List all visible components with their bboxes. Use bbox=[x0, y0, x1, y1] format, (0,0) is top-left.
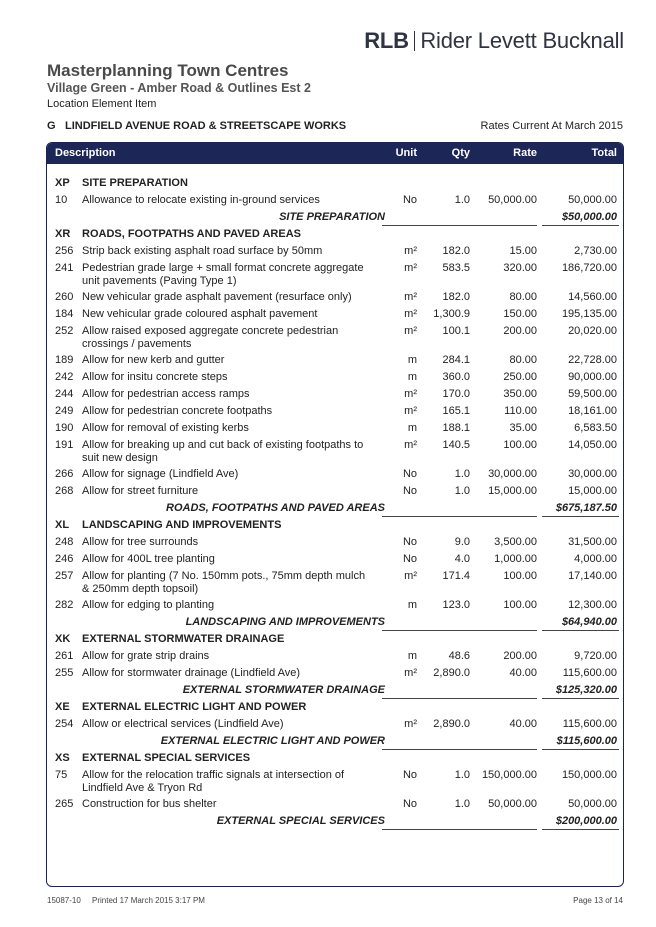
item-unit: m² bbox=[404, 262, 417, 274]
item-qty: 170.0 bbox=[442, 388, 470, 400]
page-title: Masterplanning Town Centres bbox=[47, 61, 289, 80]
item-total: 14,050.00 bbox=[568, 439, 617, 451]
item-description: New vehicular grade coloured asphalt pavement bbox=[82, 308, 318, 320]
item-code: 189 bbox=[55, 354, 74, 366]
item-rate: 150,000.00 bbox=[481, 769, 537, 781]
logo-divider bbox=[414, 31, 416, 51]
table-row bbox=[47, 325, 623, 354]
group-heading-row bbox=[47, 519, 623, 536]
table-row bbox=[47, 553, 623, 570]
table-row bbox=[47, 354, 623, 371]
item-qty: 4.0 bbox=[454, 553, 470, 565]
group-heading-row bbox=[47, 633, 623, 650]
table-row bbox=[47, 718, 623, 735]
item-description: Allow or electrical services (Lindfield Ave) bbox=[82, 718, 284, 730]
group-heading-row bbox=[47, 701, 623, 718]
item-unit: m bbox=[407, 371, 417, 383]
item-description: New vehicular grade asphalt pavement (resurface only) bbox=[82, 291, 352, 303]
item-rate: 80.00 bbox=[509, 354, 537, 366]
item-description: Allow for street furniture bbox=[82, 485, 199, 497]
logo-name: Rider Levett Bucknall bbox=[420, 28, 624, 53]
item-qty: 1,300.9 bbox=[433, 308, 470, 320]
item-unit: m² bbox=[404, 667, 417, 679]
item-total: 195,135.00 bbox=[561, 308, 617, 320]
item-code: 244 bbox=[55, 388, 74, 400]
section-heading bbox=[47, 120, 623, 132]
group-title: ROADS, FOOTPATHS AND PAVED AREAS bbox=[82, 228, 301, 240]
item-code: 282 bbox=[55, 599, 74, 611]
subtotal-total-rule bbox=[542, 630, 619, 631]
section-name: LINDFIELD AVENUE ROAD & STREETSCAPE WORKS bbox=[65, 120, 347, 132]
item-unit: No bbox=[402, 485, 417, 497]
subtotal-label: SITE PREPARATION bbox=[279, 211, 385, 223]
subtotal-row bbox=[47, 211, 623, 228]
item-rate: 15,000.00 bbox=[488, 485, 537, 497]
item-rate: 350.00 bbox=[503, 388, 537, 400]
subtotal-value: $115,600.00 bbox=[556, 735, 617, 747]
subtotal-label: ROADS, FOOTPATHS AND PAVED AREAS bbox=[166, 502, 385, 514]
item-qty: 1.0 bbox=[454, 194, 470, 206]
group-heading-row bbox=[47, 752, 623, 769]
item-total: 30,000.00 bbox=[568, 468, 617, 480]
subtotal-total-rule bbox=[542, 698, 619, 699]
item-rate: 110.00 bbox=[504, 405, 537, 417]
item-rate: 15.00 bbox=[509, 245, 537, 257]
item-description: Allow for grate strip drains bbox=[82, 650, 210, 662]
table-row bbox=[47, 388, 623, 405]
item-description: Allow for removal of existing kerbs bbox=[82, 422, 249, 434]
group-title: EXTERNAL STORMWATER DRAINAGE bbox=[82, 633, 285, 645]
item-qty: 100.1 bbox=[442, 325, 470, 337]
subtotal-total-rule bbox=[542, 225, 619, 226]
table-row bbox=[47, 262, 623, 291]
item-code: 248 bbox=[55, 536, 74, 548]
subtotal-value: $200,000.00 bbox=[555, 815, 617, 827]
table-row bbox=[47, 291, 623, 308]
item-code: 184 bbox=[55, 308, 74, 320]
item-qty: 1.0 bbox=[454, 798, 470, 810]
item-code: 265 bbox=[55, 798, 74, 810]
table-row bbox=[47, 570, 623, 599]
item-rate: 3,500.00 bbox=[494, 536, 537, 548]
item-description: Allow for new kerb and gutter bbox=[82, 354, 225, 366]
item-total: 150,000.00 bbox=[561, 769, 617, 781]
table-row bbox=[47, 650, 623, 667]
item-description: Allow for pedestrian access ramps bbox=[82, 388, 250, 400]
item-qty: 188.1 bbox=[442, 422, 470, 434]
item-total: 12,300.00 bbox=[568, 599, 617, 611]
item-code: 260 bbox=[55, 291, 74, 303]
item-code: 268 bbox=[55, 485, 74, 497]
section-code: G bbox=[47, 120, 56, 132]
item-qty: 123.0 bbox=[442, 599, 470, 611]
item-unit: m bbox=[407, 422, 417, 434]
header-unit: Unit bbox=[395, 147, 417, 159]
group-title: EXTERNAL ELECTRIC LIGHT AND POWER bbox=[82, 701, 307, 713]
subtotal-label: EXTERNAL STORMWATER DRAINAGE bbox=[182, 684, 385, 696]
subtotal-label: LANDSCAPING AND IMPROVEMENTS bbox=[185, 616, 385, 628]
table-row bbox=[47, 245, 623, 262]
subtotal-row bbox=[47, 735, 623, 752]
item-total: 22,728.00 bbox=[568, 354, 617, 366]
item-total: 6,583.50 bbox=[574, 422, 617, 434]
item-code: 266 bbox=[55, 468, 74, 480]
item-total: 4,000.00 bbox=[574, 553, 617, 565]
item-code: 261 bbox=[55, 650, 74, 662]
item-unit: m² bbox=[404, 245, 417, 257]
item-total: 186,720.00 bbox=[561, 262, 617, 274]
subtotal-total-rule bbox=[542, 516, 619, 517]
item-qty: 140.5 bbox=[442, 439, 470, 451]
item-code: 254 bbox=[55, 718, 74, 730]
item-description: Allow for edging to planting bbox=[82, 599, 215, 611]
item-description: Allow raised exposed aggregate concrete pedestrian crossings / pavements bbox=[82, 325, 339, 350]
table-header bbox=[47, 143, 623, 164]
company-logo bbox=[364, 28, 624, 54]
item-unit: No bbox=[402, 798, 417, 810]
footer-printed: Printed 17 March 2015 3:17 PM bbox=[92, 896, 205, 905]
subtotal-total-rule bbox=[542, 749, 619, 750]
item-code: 252 bbox=[55, 325, 74, 337]
item-rate: 100.00 bbox=[503, 439, 537, 451]
group-code: XR bbox=[55, 228, 71, 240]
item-unit: m² bbox=[404, 570, 417, 582]
item-qty: 2,890.0 bbox=[433, 718, 470, 730]
item-description: Allow for tree surrounds bbox=[82, 536, 199, 548]
item-rate: 80.00 bbox=[509, 291, 537, 303]
item-description: Pedestrian grade large + small format concrete aggregate unit pavements (Paving Type 1) bbox=[82, 262, 364, 287]
table-row bbox=[47, 798, 623, 815]
item-code: 257 bbox=[55, 570, 74, 582]
logo-abbr: RLB bbox=[364, 28, 409, 53]
item-unit: m² bbox=[404, 291, 417, 303]
header-qty: Qty bbox=[451, 147, 470, 159]
subtotal-label: EXTERNAL SPECIAL SERVICES bbox=[216, 815, 385, 827]
subtotal-rule bbox=[382, 630, 537, 631]
item-code: 249 bbox=[55, 405, 74, 417]
item-total: 20,020.00 bbox=[568, 325, 617, 337]
subtotal-total-rule bbox=[542, 829, 619, 830]
item-rate: 35.00 bbox=[509, 422, 537, 434]
item-qty: 360.0 bbox=[442, 371, 470, 383]
item-total: 90,000.00 bbox=[568, 371, 617, 383]
item-code: 241 bbox=[55, 262, 74, 274]
subtotal-rule bbox=[382, 749, 537, 750]
header-total: Total bbox=[591, 147, 617, 159]
header-description: Description bbox=[55, 147, 116, 159]
item-rate: 50,000.00 bbox=[488, 194, 537, 206]
item-unit: m bbox=[407, 599, 417, 611]
item-rate: 100.00 bbox=[503, 570, 537, 582]
item-qty: 2,890.0 bbox=[433, 667, 470, 679]
item-qty: 165.1 bbox=[442, 405, 470, 417]
table-row bbox=[47, 769, 623, 798]
item-rate: 50,000.00 bbox=[488, 798, 537, 810]
item-total: 15,000.00 bbox=[568, 485, 617, 497]
item-unit: No bbox=[402, 769, 417, 781]
group-code: XP bbox=[55, 177, 70, 189]
item-total: 50,000.00 bbox=[568, 194, 617, 206]
item-unit: m² bbox=[404, 325, 417, 337]
table-row bbox=[47, 308, 623, 325]
item-unit: m² bbox=[404, 308, 417, 320]
rates-note: Rates Current At March 2015 bbox=[480, 120, 623, 132]
group-code: XS bbox=[55, 752, 70, 764]
subtotal-row bbox=[47, 502, 623, 519]
item-description: Allowance to relocate existing in-ground services bbox=[82, 194, 320, 206]
item-description: Allow for the relocation traffic signals at intersection of Lindfield Ave & Tryon Rd bbox=[82, 769, 345, 794]
item-code: 256 bbox=[55, 245, 74, 257]
item-description: Allow for signage (Lindfield Ave) bbox=[82, 468, 239, 480]
page-subtitle: Village Green - Amber Road & Outlines Est 2 bbox=[47, 81, 311, 95]
item-rate: 200.00 bbox=[503, 325, 537, 337]
item-qty: 9.0 bbox=[454, 536, 470, 548]
table-row bbox=[47, 405, 623, 422]
group-title: SITE PREPARATION bbox=[82, 177, 188, 189]
item-total: 9,720.00 bbox=[574, 650, 617, 662]
subtotal-value: $64,940.00 bbox=[561, 616, 617, 628]
table-row bbox=[47, 485, 623, 502]
item-total: 115,600.00 bbox=[562, 718, 617, 730]
table-row bbox=[47, 599, 623, 616]
item-description: Allow for pedestrian concrete footpaths bbox=[82, 405, 273, 417]
table-row bbox=[47, 371, 623, 388]
item-unit: No bbox=[402, 194, 417, 206]
subtotal-label: EXTERNAL ELECTRIC LIGHT AND POWER bbox=[160, 735, 385, 747]
item-unit: No bbox=[402, 468, 417, 480]
item-code: 10 bbox=[55, 194, 68, 206]
group-heading-row bbox=[47, 228, 623, 245]
subtotal-row bbox=[47, 815, 623, 832]
item-total: 14,560.00 bbox=[568, 291, 617, 303]
item-qty: 1.0 bbox=[454, 485, 470, 497]
item-unit: m bbox=[407, 354, 417, 366]
location-line: Location Element Item bbox=[47, 98, 157, 110]
table-row bbox=[47, 194, 623, 211]
item-unit: No bbox=[402, 536, 417, 548]
item-code: 246 bbox=[55, 553, 74, 565]
table-row bbox=[47, 468, 623, 485]
item-description: Allow for breaking up and cut back of existing footpaths to suit new design bbox=[82, 439, 364, 464]
item-rate: 40.00 bbox=[509, 667, 537, 679]
table-row bbox=[47, 422, 623, 439]
subtotal-rule bbox=[382, 829, 537, 830]
item-unit: m bbox=[407, 650, 417, 662]
item-description: Allow for 400L tree planting bbox=[82, 553, 215, 565]
item-rate: 40.00 bbox=[509, 718, 537, 730]
item-rate: 30,000.00 bbox=[488, 468, 537, 480]
table-row bbox=[47, 439, 623, 468]
item-description: Strip back existing asphalt road surface by 50mm bbox=[82, 245, 323, 257]
table-row bbox=[47, 667, 623, 684]
item-total: 18,161.00 bbox=[568, 405, 617, 417]
group-code: XE bbox=[55, 701, 70, 713]
item-qty: 182.0 bbox=[442, 291, 470, 303]
item-unit: No bbox=[402, 553, 417, 565]
item-description: Allow for insitu concrete steps bbox=[82, 371, 228, 383]
item-rate: 200.00 bbox=[503, 650, 537, 662]
item-qty: 583.5 bbox=[442, 262, 470, 274]
subtotal-rule bbox=[382, 698, 537, 699]
item-qty: 171.4 bbox=[442, 570, 470, 582]
item-rate: 250.00 bbox=[503, 371, 537, 383]
subtotal-row bbox=[47, 684, 623, 701]
item-total: 50,000.00 bbox=[568, 798, 617, 810]
item-total: 115,600.00 bbox=[562, 667, 617, 679]
subtotal-rule bbox=[382, 225, 537, 226]
subtotal-value: $675,187.50 bbox=[555, 502, 617, 514]
item-description: Allow for stormwater drainage (Lindfield Ave) bbox=[82, 667, 301, 679]
item-code: 255 bbox=[55, 667, 74, 679]
item-code: 191 bbox=[55, 439, 74, 451]
subtotal-row bbox=[47, 616, 623, 633]
item-rate: 1,000.00 bbox=[494, 553, 537, 565]
subtotal-value: $50,000.00 bbox=[561, 211, 617, 223]
item-rate: 150.00 bbox=[503, 308, 537, 320]
item-total: 17,140.00 bbox=[568, 570, 617, 582]
table-row bbox=[47, 536, 623, 553]
item-code: 242 bbox=[55, 371, 74, 383]
group-title: LANDSCAPING AND IMPROVEMENTS bbox=[82, 519, 282, 531]
footer-page-number: Page 13 of 14 bbox=[573, 896, 623, 905]
group-title: EXTERNAL SPECIAL SERVICES bbox=[82, 752, 251, 764]
item-qty: 1.0 bbox=[454, 468, 470, 480]
item-qty: 48.6 bbox=[448, 650, 470, 662]
item-qty: 284.1 bbox=[442, 354, 470, 366]
subtotal-value: $125,320.00 bbox=[555, 684, 617, 696]
subtotal-rule bbox=[382, 516, 537, 517]
group-code: XL bbox=[55, 519, 70, 531]
group-heading-row bbox=[47, 177, 623, 194]
item-unit: m² bbox=[404, 388, 417, 400]
item-description: Construction for bus shelter bbox=[82, 798, 217, 810]
group-code: XK bbox=[55, 633, 71, 645]
item-rate: 320.00 bbox=[503, 262, 537, 274]
item-unit: m² bbox=[404, 405, 417, 417]
footer-doc-ref: 15087-10 bbox=[47, 896, 81, 905]
item-unit: m² bbox=[404, 439, 417, 451]
item-total: 2,730.00 bbox=[574, 245, 617, 257]
item-unit: m² bbox=[404, 718, 417, 730]
estimate-table bbox=[46, 142, 624, 887]
item-qty: 1.0 bbox=[454, 769, 470, 781]
item-code: 75 bbox=[55, 769, 68, 781]
item-qty: 182.0 bbox=[442, 245, 470, 257]
item-rate: 100.00 bbox=[503, 599, 537, 611]
item-code: 190 bbox=[55, 422, 74, 434]
item-description: Allow for planting (7 No. 150mm pots., 75mm depth mulch & 250mm depth topsoil) bbox=[82, 570, 366, 595]
item-total: 59,500.00 bbox=[568, 388, 617, 400]
item-total: 31,500.00 bbox=[568, 536, 617, 548]
header-rate: Rate bbox=[513, 147, 537, 159]
